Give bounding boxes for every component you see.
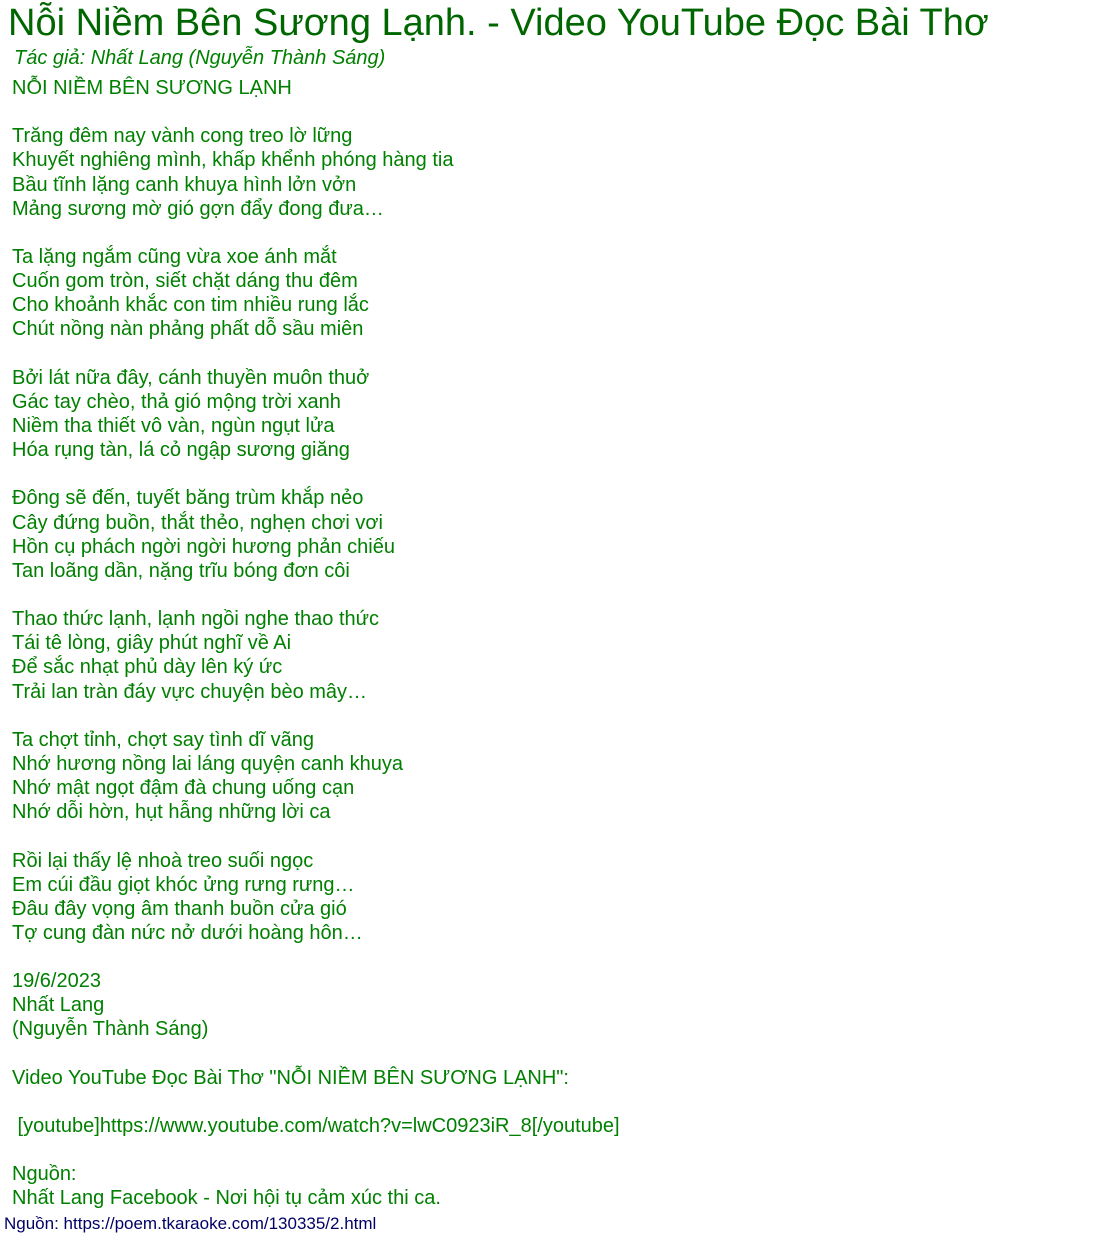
- poem-line: Tái tê lòng, giây phút nghĩ về Ai: [12, 632, 292, 655]
- poem-line: [youtube]https://www.youtube.com/watch?v=lwC0923iR_8[/youtube]: [12, 1115, 620, 1138]
- poem-line: Cho khoảnh khắc con tim nhiều rung lắc: [12, 294, 369, 317]
- poem-line: Thao thức lạnh, lạnh ngồi nghe thao thức: [12, 608, 380, 631]
- blank-line: [12, 100, 1092, 124]
- blank-line: [12, 1090, 1092, 1114]
- poem-line: Trải lan tràn đáy vực chuyện bèo mây…: [12, 680, 368, 703]
- blank-line: [12, 945, 1092, 969]
- poem-line: NỖI NIỀM BÊN SƯƠNG LẠNH: [12, 77, 292, 99]
- blank-line: [12, 1138, 1092, 1162]
- poem-line: Mảng sương mờ gió gợn đẩy đong đưa…: [12, 197, 384, 220]
- blank-line: [12, 342, 1092, 366]
- blank-line: [12, 704, 1092, 728]
- poem-line: Hồn cụ phách ngời ngời hương phản chiếu: [12, 535, 395, 558]
- poem-line: Nhớ dỗi hờn, hụt hẫng những lời ca: [12, 801, 331, 824]
- poem-line: 19/6/2023: [12, 970, 101, 993]
- poem-line: Trăng đêm nay vành cong treo lờ lững: [12, 125, 353, 148]
- poem-line: Đâu đây vọng âm thanh buồn cửa gió: [12, 897, 347, 920]
- poem-line: Tan loãng dần, nặng trĩu bóng đơn côi: [12, 559, 350, 582]
- poem-line: Nhớ hương nồng lai láng quyện canh khuya: [12, 752, 403, 775]
- poem-line: Cuốn gom tròn, siết chặt dáng thu đêm: [12, 270, 358, 293]
- poem-line: Nhất Lang Facebook - Nơi hội tụ cảm xúc thi ca.: [12, 1187, 441, 1210]
- blank-line: [12, 824, 1092, 848]
- author-line: Tác giả: Nhất Lang (Nguyễn Thành Sáng): [14, 47, 386, 69]
- poem-line: Để sắc nhạt phủ dày lên ký ức: [12, 656, 283, 679]
- poem-line: Tợ cung đàn nức nở dưới hoàng hôn…: [12, 921, 363, 944]
- poem-line: Video YouTube Đọc Bài Thơ "NỖI NIỀM BÊN SƯƠNG LẠNH":: [12, 1066, 569, 1089]
- poem-line: Bầu tĩnh lặng canh khuya hình lởn vởn: [12, 173, 357, 196]
- poem-line: Đông sẽ đến, tuyết băng trùm khắp nẻo: [12, 487, 364, 510]
- poem-line: Ta lặng ngắm cũng vừa xoe ánh mắt: [12, 245, 337, 268]
- poem-line: Em cúi đầu giọt khóc ửng rưng rưng…: [12, 873, 355, 896]
- blank-line: [12, 583, 1092, 607]
- poem-line: Nhất Lang: [12, 994, 105, 1017]
- poem-line: Niềm tha thiết vô vàn, ngùn ngụt lửa: [12, 414, 335, 437]
- poem-line: Ta chợt tỉnh, chợt say tình dĩ vãng: [12, 728, 314, 751]
- poem-line: Nhớ mật ngọt đậm đà chung uống cạn: [12, 777, 355, 800]
- poem-line: Gác tay chèo, thả gió mộng trời xanh: [12, 390, 341, 413]
- poem-line: Hóa rụng tàn, lá cỏ ngập sương giăng: [12, 439, 350, 462]
- poem-body: [12, 76, 1092, 1211]
- poem-line: (Nguyễn Thành Sáng): [12, 1018, 209, 1041]
- poem-line: Rồi lại thấy lệ nhoà treo suối ngọc: [12, 849, 314, 872]
- poem-line: Khuyết nghiêng mình, khấp khểnh phóng hàng tia: [12, 149, 454, 172]
- page-title: Nỗi Niềm Bên Sương Lạnh. - Video YouTube Đọc Bài Thơ: [8, 2, 989, 44]
- poem-line: Chút nồng nàn phảng phất dỗ sầu miên: [12, 318, 364, 341]
- blank-line: [12, 462, 1092, 486]
- poem-line: Nguồn:: [12, 1163, 77, 1186]
- source-footer: Nguồn: https://poem.tkaraoke.com/130335/2.html: [4, 1214, 377, 1233]
- blank-line: [12, 221, 1092, 245]
- blank-line: [12, 1042, 1092, 1066]
- poem-line: Cây đứng buồn, thắt thẻo, nghẹn chơi vơi: [12, 511, 383, 534]
- poem-line: Bởi lát nữa đây, cánh thuyền muôn thuở: [12, 366, 370, 389]
